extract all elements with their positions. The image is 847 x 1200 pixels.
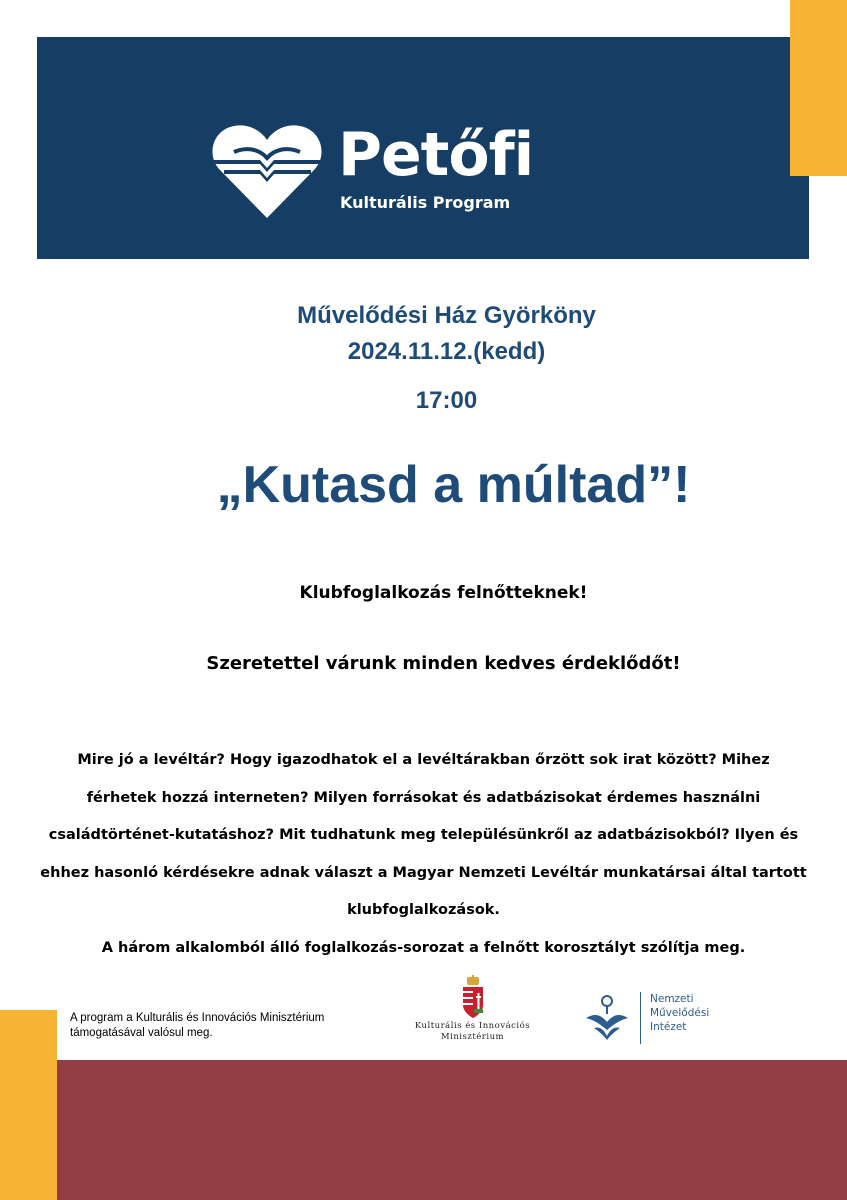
ministry-name-line2: Minisztérium — [440, 1032, 505, 1042]
event-headline: „Kutasd a múltad”! — [216, 456, 691, 514]
nmi-name — [650, 992, 720, 1034]
yellow-accent-bottom — [0, 1010, 57, 1200]
ministry-logo — [395, 975, 550, 1050]
nmi-line2: Művelődési — [650, 1007, 710, 1019]
ministry-name-line1: Kulturális és Innovációs — [414, 1021, 531, 1031]
event-date: 2024.11.12.(kedd) — [347, 338, 546, 365]
footer-bar — [57, 1060, 847, 1200]
nmi-line3: Intézet — [650, 1021, 687, 1033]
ministry-name — [395, 1021, 550, 1043]
nmi-line1: Nemzeti — [650, 993, 694, 1005]
nmi-separator — [640, 992, 641, 1044]
description-closing: A három alkalomból álló foglalkozás-sorozat a felnőtt korosztályt szólítja meg. — [101, 939, 746, 956]
nmi-emblem-icon — [582, 992, 632, 1042]
logo-subtitle: Kulturális Program — [340, 193, 511, 212]
yellow-accent-top — [790, 0, 847, 176]
sponsor-note: A program a Kulturális és Innovációs Minisztérium támogatásával valósul meg. — [70, 1012, 325, 1039]
event-invitation: Szeretettel várunk minden kedves érdeklődőt! — [206, 653, 681, 674]
event-time: 17:00 — [415, 387, 478, 414]
event-subheading: Klubfoglalkozás felnőtteknek! — [299, 583, 588, 603]
logo-title: Petőfi — [338, 120, 534, 190]
event-venue: Művelődési Ház Györköny — [297, 302, 596, 329]
hungarian-crest-icon — [460, 975, 486, 1019]
nmi-logo — [582, 992, 712, 1048]
heart-book-icon — [210, 122, 325, 220]
event-description — [40, 742, 807, 967]
description-paragraph: Mire jó a levéltár? Hogy igazodhatok el a levéltárakban őrzött sok irat között? Mihez férhetek hozzá interneten? Milyen forrásokat és adatbázisokat érdemes használni családtörténet-kutatáshoz? Mit tudhatunk meg településünkről az adatbázisokból? Ilyen és ehhez hasonló kérdésekre adnak választ a Magyar Nemzeti Levéltár munkatársai által tartott klubfoglalkozások. — [40, 752, 807, 918]
petofi-logo — [210, 120, 534, 230]
